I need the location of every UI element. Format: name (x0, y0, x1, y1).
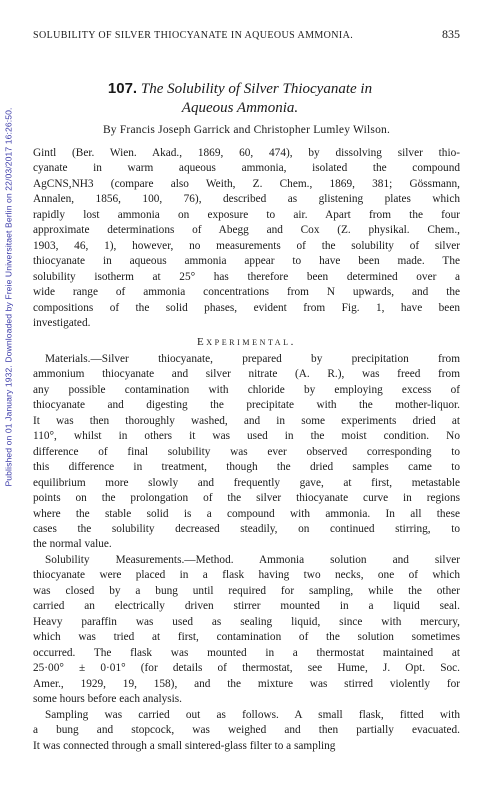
text-line: where the stable solid is a compound with ammonia. In all these (33, 507, 460, 520)
sampling-paragraph (33, 708, 460, 754)
text-line: Heavy paraffin was used as sealing liquid, since with mercury, (33, 615, 460, 628)
text-line: the normal value. (33, 538, 112, 551)
text-line: AgCNS,NH3 (compare also Weith, Z. Chem., 1869, 381; Gössmann, (33, 177, 460, 190)
text-line: thiocyanate in aqueous ammonia appear to have been made. The (33, 255, 460, 268)
text-line: which was tried at first, contamination of the solution sometimes (33, 631, 460, 644)
materials-paragraph (33, 352, 460, 553)
text-line: rapidly lost ammonia on exposure to air. Apart from the four (33, 208, 460, 221)
text-line: investigated. (33, 316, 91, 329)
text-line: Solubility Measurements.—Method. Ammonia solution and silver (45, 554, 460, 566)
text-line: It was connected through a small sintered-glass filter to a sampling (33, 739, 336, 752)
author-line: By Francis Joseph Garrick and Christopher Lumley Wilson. (102, 124, 391, 136)
text-line: ammonium thiocyanate and silver nitrate (A. R.), was freed from (33, 368, 460, 381)
text-line: cyanate in warm aqueous ammonia, isolated the compound (33, 162, 460, 175)
text-line: cases the solubility decreased steadily, on continued stirring, to (33, 522, 460, 535)
text-line: occurred. The flask was mounted in a thermostat maintained at (33, 646, 460, 659)
text-line: any possible contamination with chloride by employing excess of (33, 383, 460, 396)
text-line: a bung and stopcock, was weighed and then partially evacuated. (33, 724, 460, 737)
article-title-line1 (50, 79, 430, 99)
solubility-paragraph (33, 553, 460, 708)
intro-paragraph (33, 146, 460, 331)
text-line: 110°, whilst in others it was used in the moist condition. No (33, 430, 460, 443)
article-title-text: The Solubility of Silver Thiocyanate in (140, 81, 373, 97)
text-line: thiocyanate and digesting the precipitate with the mother-liquor. (33, 399, 460, 412)
download-stamp (2, 62, 16, 532)
download-stamp-text: Published on 01 January 1932. Downloaded by Freie Universitaet Berlin on 22/03/2017 16:26:50. (4, 107, 15, 487)
text-line: Annalen, 1856, 100, 76), described as glistening plates which (33, 193, 460, 206)
text-line: some hours before each analysis. (33, 693, 183, 706)
text-line: this difference in treatment, though the dried samples came to (33, 461, 460, 474)
text-line: 25·00° ± 0·01° (for details of thermostat, see Hume, J. Opt. Soc. (33, 662, 460, 675)
text-line: equilibrium more slowly and frequently gave, at first, metastable (33, 476, 460, 489)
article-number: 107. (107, 80, 138, 97)
text-line: difference of final solubility was ever observed corresponding to (33, 445, 460, 458)
text-line: wide range of ammonia concentrations from N upwards, and the (33, 286, 460, 299)
text-line: Sampling was carried out as follows. A small flask, fitted with (45, 709, 460, 721)
text-line: was closed by a bung until required for sampling, while the other (33, 584, 460, 597)
page-number: 835 (442, 27, 460, 41)
article-title-line2: Aqueous Ammonia. (181, 100, 299, 116)
text-line: thiocyanate were placed in a flask having two necks, one of which (33, 569, 460, 582)
section-heading-experimental: Experimental. (196, 336, 297, 348)
text-line: It was then thoroughly washed, and in some experiments dried at (33, 414, 460, 427)
text-line: Gintl (Ber. Wien. Akad., 1869, 60, 474), by dissolving silver thio- (33, 147, 460, 159)
running-head-title: SOLUBILITY OF SILVER THIOCYANATE IN AQUEOUS AMMONIA. (33, 30, 354, 41)
text-line: points on the prolongation of the silver thiocyanate curve in regions (33, 492, 460, 505)
text-line: carried an electrically driven stirrer mounted in a liquid seal. (33, 600, 460, 613)
text-line: 1903, 46, 1), however, no measurements of the solubility of silver (33, 239, 460, 252)
text-line: approximate determinations of Abegg and Cox (Z. physikal. Chem., (33, 224, 460, 237)
text-line: Materials.—Silver thiocyanate, prepared by precipitation from (45, 353, 460, 365)
text-line: compositions of the solid phases, evident from Fig. 1, have been (33, 301, 460, 314)
article-title (50, 79, 430, 118)
text-line: Amer., 1929, 19, 158), and the mixture was stirred violently for (33, 677, 460, 690)
text-line: solubility isotherm at 25° has therefore been determined over a (33, 270, 460, 283)
running-head (33, 27, 460, 42)
